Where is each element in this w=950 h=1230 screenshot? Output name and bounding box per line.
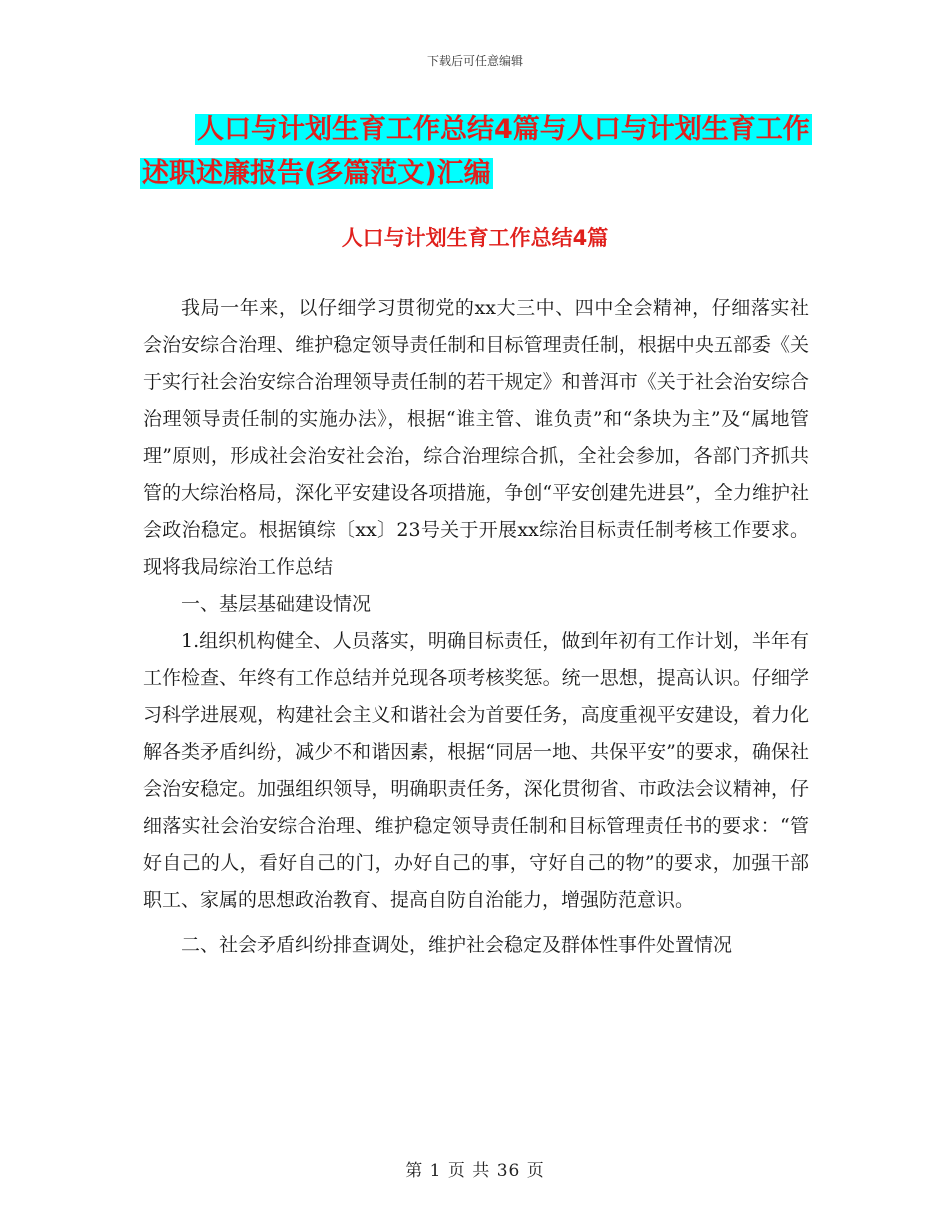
paragraph-intro: 我局一年来，以仔细学习贯彻党的xx大三中、四中全会精神，仔细落实社会治安综合治理、维护稳定领导责任制和目标管理责任制，根据中央五部委《关于实行社会治安综合治理领导责任制的若干规定》和普洱市《关于社会治安综合治理领导责任制的实施办法》，根据“谁主管、谁负责”和“条块为主”及“属地管理”原则，形成社会治安社会治，综合治理综合抓，全社会参加，各部门齐抓共管的大综治格局，深化平安建设各项措施，争创“平安创建先进县”，全力维护社会政治稳定。根据镇综〔xx〕23号关于开展xx综治目标责任制考核工作要求。现将我局综治工作总结 xyxy=(143,297,809,578)
document-title xyxy=(140,108,840,196)
title-highlight-1: 人口与计划生育工作总结4篇与人口与计划生育工作 xyxy=(197,114,810,145)
paragraph-heading-1: 一、基层基础建设情况 xyxy=(181,593,372,615)
document-title-line-2 xyxy=(140,152,840,196)
paragraph-item-1: 1.组织机构健全、人员落实，明确目标责任，做到年初有工作计划，半年有工作检查、年终有工作总结并兑现各项考核奖惩。统一思想，提高认识。仔细学习科学进展观，构建社会主义和谐社会为首要任务，高度重视平安建设，着力化解各类矛盾纠纷，减少不和谐因素，根据“同居一地、共保平安”的要求，确保社会治安稳定。加强组织领导，明确职责任务，深化贯彻省、市政法会议精神，仔细落实社会治安综合治理、维护稳定领导责任制和目标管理责任书的要求：“管好自己的人，看好自己的门，办好自己的事，守好自己的物”的要求，加强干部职工、家属的思想政治教育、提高自防自治能力，增强防范意识。 xyxy=(143,630,809,911)
paragraph-heading-2: 二、社会矛盾纠纷排查调处，维护社会稳定及群体性事件处置情况 xyxy=(181,934,733,956)
body-text xyxy=(143,290,809,964)
document-title-line-1 xyxy=(195,108,840,152)
page-number: 第 1 页 共 36 页 xyxy=(405,1161,545,1181)
page-header-note: 下载后可任意编辑 xyxy=(426,54,523,68)
section-title: 人口与计划生育工作总结4篇 xyxy=(341,226,609,250)
title-highlight-2: 述职述廉报告(多篇范文)汇编 xyxy=(142,158,491,189)
